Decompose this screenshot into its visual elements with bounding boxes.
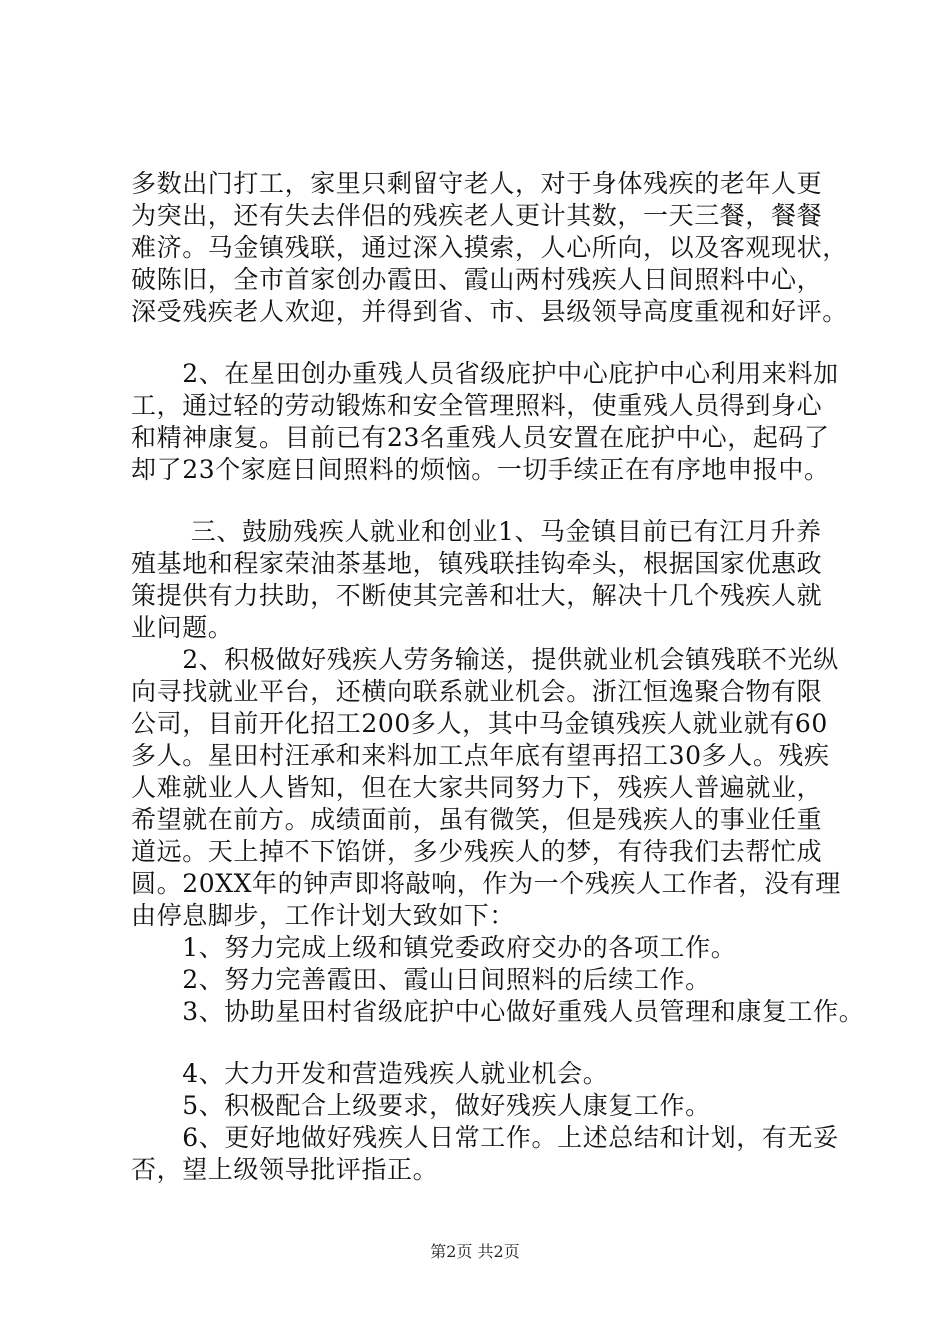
text-line: 业问题。	[131, 613, 234, 642]
section-heading-line: 三、鼓励残疾人就业和创业1、马金镇目前已有江月升养	[131, 517, 822, 546]
text-line: 殖基地和程家荣油茶基地，镇残联挂钩牵头，根据国家优惠政	[131, 549, 823, 578]
text-line: 深受残疾老人欢迎，并得到省、市、县级领导高度重视和好评。	[131, 297, 848, 326]
text-line: 多数出门打工，家里只剩留守老人，对于身体残疾的老年人更	[131, 169, 823, 198]
text-line: 向寻找就业平台，还横向联系就业机会。浙江恒逸聚合物有限	[131, 677, 823, 706]
list-item: 1、努力完成上级和镇党委政府交办的各项工作。	[131, 933, 737, 962]
text-line: 由停息脚步，工作计划大致如下：	[131, 901, 516, 930]
text-line: 破陈旧，全市首家创办霞田、霞山两村残疾人日间照料中心，	[131, 265, 823, 294]
text-line: 工，通过轻的劳动锻炼和安全管理照料，使重残人员得到身心	[131, 391, 823, 420]
text-line: 2、在星田创办重残人员省级庇护中心庇护中心利用来料加	[131, 359, 839, 388]
list-item: 3、协助星田村省级庇护中心做好重残人员管理和康复工作。	[131, 997, 865, 1026]
text-line: 策提供有力扶助，不断使其完善和壮大，解决十几个残疾人就	[131, 581, 823, 610]
text-line: 却了23个家庭日间照料的烦恼。一切手续正在有序地申报中。	[131, 455, 830, 484]
list-item: 4、大力开发和营造残疾人就业机会。	[131, 1059, 609, 1088]
text-line: 道远。天上掉不下馅饼，多少残疾人的梦，有待我们去帮忙成	[131, 837, 823, 866]
text-line: 难济。马金镇残联，通过深入摸索，人心所向，以及客观现状，	[131, 233, 848, 262]
text-line: 圆。20XX年的钟声即将敲响，作为一个残疾人工作者，没有理	[131, 869, 841, 898]
text-line: 人难就业人人皆知，但在大家共同努力下，残疾人普遍就业，	[131, 773, 823, 802]
list-item: 6、更好地做好残疾人日常工作。上述总结和计划，有无妥	[131, 1123, 839, 1152]
text-line: 希望就在前方。成绩面前，虽有微笑，但是残疾人的事业任重	[131, 805, 823, 834]
text-line: 为突出，还有失去伴侣的残疾老人更计其数，一天三餐，餐餐	[131, 201, 823, 230]
text-line: 公司，目前开化招工200多人，其中马金镇残疾人就业就有60	[131, 709, 828, 738]
list-item: 2、努力完善霞田、霞山日间照料的后续工作。	[131, 965, 711, 994]
text-line: 否，望上级领导批评指正。	[131, 1155, 439, 1184]
page-footer: 第2页 共2页	[430, 1242, 520, 1261]
text-line: 和精神康复。目前已有23名重残人员安置在庇护中心，起码了	[131, 423, 830, 452]
document-body	[131, 168, 865, 1186]
list-item: 5、积极配合上级要求，做好残疾人康复工作。	[131, 1091, 711, 1120]
text-line: 2、积极做好残疾人劳务输送，提供就业机会镇残联不光纵	[131, 645, 839, 674]
text-line: 多人。星田村汪承和来料加工点年底有望再招工30多人。残疾	[131, 741, 830, 770]
